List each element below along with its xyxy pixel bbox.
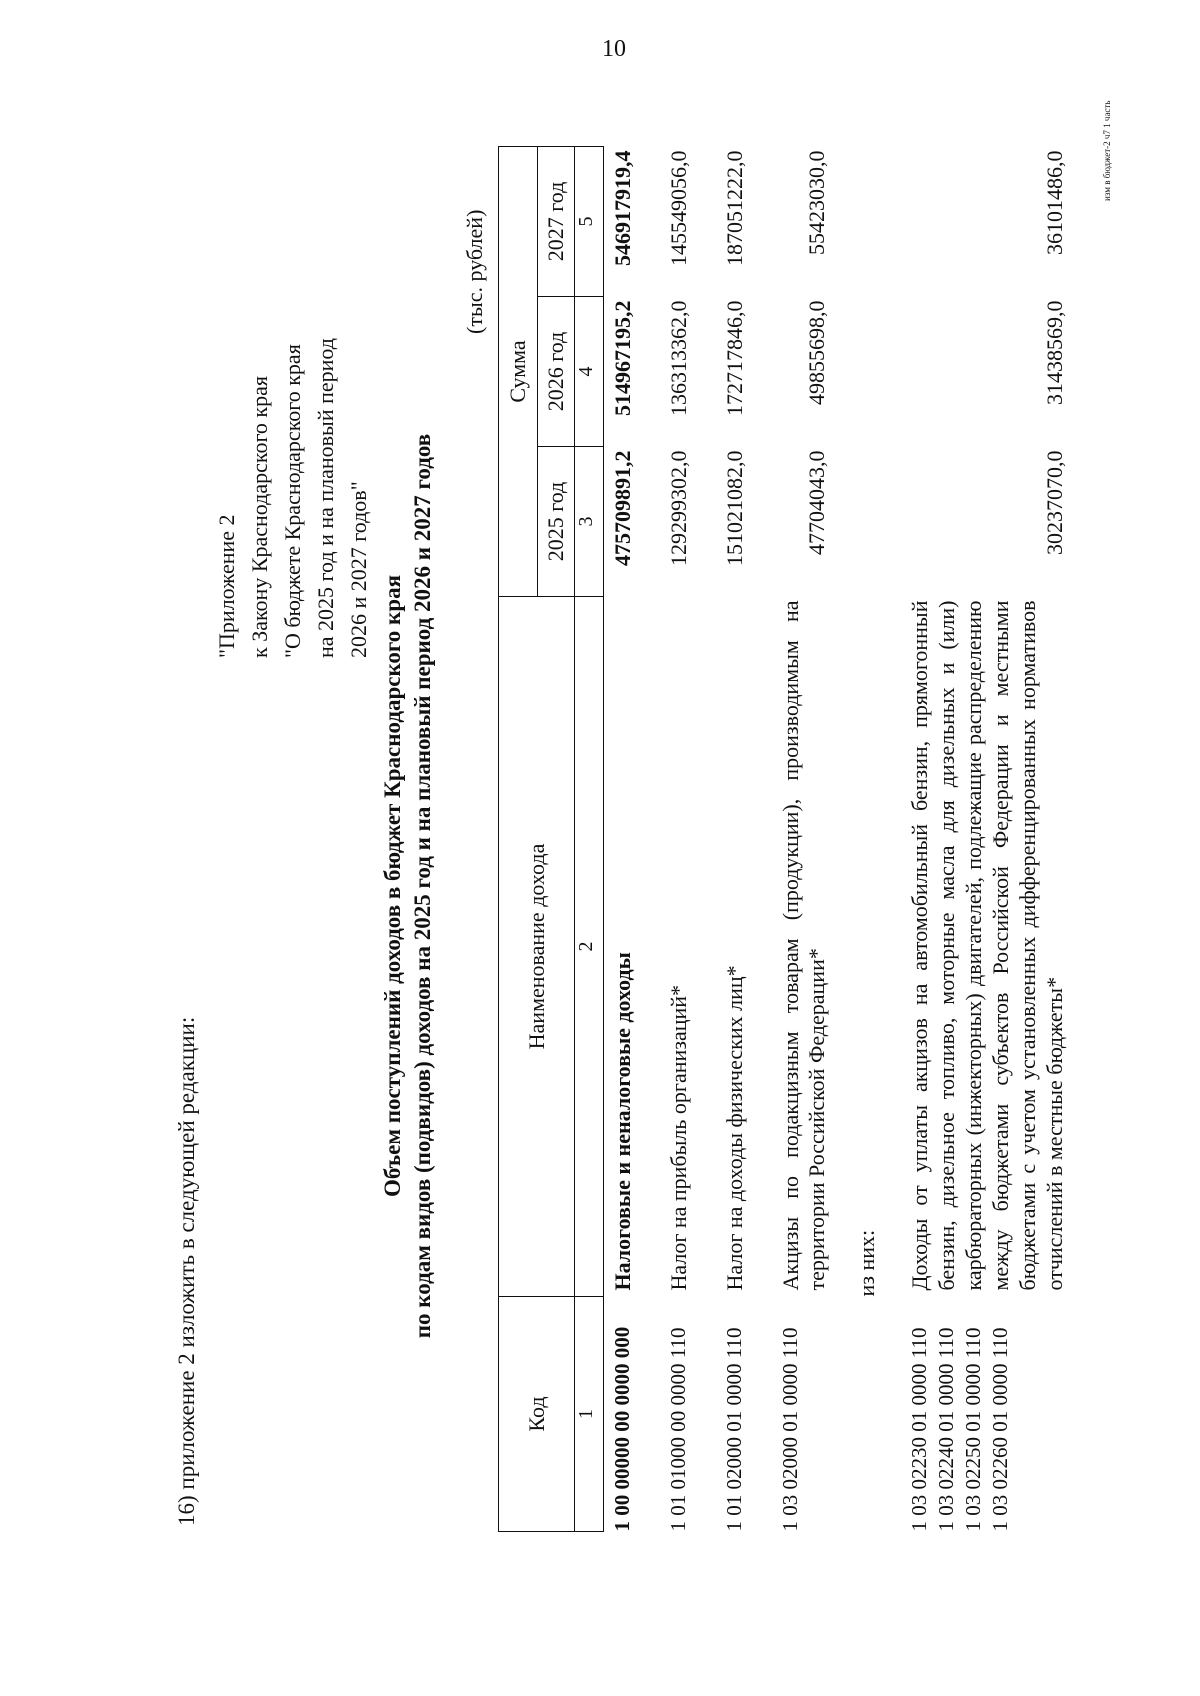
- appendix-line: к Закону Краснодарского края: [247, 375, 272, 658]
- row-name: Доходы от уплаты акцизов на автомобильный бензин, прямогонный бензин, дизельное топливо, моторные масла для дизельных и (или) карбюраторных (инжекторных) двигателей, подлежащие распределению между бюджетами субъектов Российской Федерации и местными бюджетами с учетом установленных дифференцированных нормативов отчислений в местные бюджеты*: [907, 600, 1067, 1291]
- row-name: Налог на доходы физических лиц*: [722, 965, 747, 1291]
- row-code: 1 03 02230 01 0000 110: [907, 1327, 931, 1532]
- rotated-page-content: [62, 100, 1122, 1636]
- row-name: Налог на прибыль организаций*: [666, 984, 691, 1291]
- lead-text: 16) приложение 2 изложить в следующей редакции:: [174, 1016, 199, 1526]
- footer-note: изм в бюджет-2 ч7 1 часть: [1102, 100, 1112, 201]
- row-value-2026: 31438569,0: [1042, 300, 1067, 405]
- header-sum: Сумма: [499, 146, 538, 596]
- appendix-line: "О бюджете Краснодарского края: [280, 344, 305, 658]
- row-value-2026: 514967195,2: [610, 300, 635, 416]
- units-label: (тыс. рублей): [462, 209, 487, 334]
- table-row: [772, 146, 854, 1531]
- table-header-row: [499, 146, 538, 1531]
- header-name: Наименование дохода: [499, 597, 575, 1297]
- row-value-2027: 55423030,0: [804, 150, 829, 255]
- subheading-label: из них:: [854, 1229, 879, 1297]
- row-value-2025: 475709891,2: [610, 450, 635, 566]
- table-subheading-row: [854, 146, 892, 1531]
- revenue-table: [498, 146, 1068, 1532]
- row-code: 1 03 02000 01 0000 110: [778, 1327, 802, 1532]
- row-value-2025: 151021082,0: [722, 450, 747, 566]
- column-number: 5: [575, 146, 604, 296]
- column-number-row: [575, 146, 604, 1531]
- document-subtitle: по кодам видов (подвидов) доходов на 2025 год и на плановый период 2026 и 2027 годов: [410, 433, 435, 1339]
- row-code: 1 01 01000 00 0000 110: [666, 1327, 690, 1532]
- row-code: 1 03 02260 01 0000 110: [988, 1327, 1012, 1532]
- row-name: Акцизы по подакцизным товарам (продукции), производимым на территории Российской Федерации*: [778, 600, 829, 1291]
- page-number: 10: [602, 36, 626, 62]
- row-code: 1 01 02000 01 0000 110: [722, 1327, 746, 1532]
- header-code: Код: [499, 1297, 575, 1532]
- row-code: 1 03 02250 01 0000 110: [961, 1327, 985, 1532]
- appendix-header: [210, 338, 375, 658]
- table-row: [892, 146, 1068, 1531]
- column-number: 1: [575, 1297, 604, 1532]
- row-value-2026: 136313362,0: [666, 300, 691, 416]
- header-year-2025: 2025 год: [538, 447, 575, 597]
- header-year-2026: 2026 год: [538, 297, 575, 447]
- table-row: [660, 146, 716, 1531]
- empty-cell: [854, 297, 892, 447]
- empty-cell: [854, 1297, 892, 1532]
- header-year-2027: 2027 год: [538, 146, 575, 296]
- table-row: [604, 146, 661, 1531]
- appendix-line: 2026 и 2027 годов": [346, 481, 371, 658]
- document-title: Объем поступлений доходов в бюджет Краснодарского края: [380, 574, 405, 1198]
- row-value-2025: 129299302,0: [666, 450, 691, 566]
- appendix-line: на 2025 год и на плановый период: [313, 338, 338, 658]
- row-value-2026: 172717846,0: [722, 300, 747, 416]
- row-name: Налоговые и неналоговые доходы: [610, 952, 635, 1291]
- table-row: [716, 146, 772, 1531]
- empty-cell: [854, 146, 892, 296]
- row-value-2027: 546917919,4: [610, 150, 635, 266]
- row-value-2027: 145549056,0: [666, 150, 691, 266]
- row-value-2027: 36101486,0: [1042, 150, 1067, 255]
- row-value-2026: 49855698,0: [804, 300, 829, 405]
- appendix-line: "Приложение 2: [214, 514, 239, 658]
- column-number: 3: [575, 447, 604, 597]
- column-number: 2: [575, 597, 604, 1297]
- row-value-2025: 47704043,0: [804, 450, 829, 555]
- row-code: 1 00 00000 00 0000 000: [610, 1326, 634, 1532]
- row-code-list: [892, 1297, 1068, 1532]
- empty-cell: [854, 447, 892, 597]
- row-value-2025: 30237070,0: [1042, 450, 1067, 555]
- row-value-2027: 187051222,0: [722, 150, 747, 266]
- column-number: 4: [575, 297, 604, 447]
- row-code: 1 03 02240 01 0000 110: [934, 1327, 958, 1532]
